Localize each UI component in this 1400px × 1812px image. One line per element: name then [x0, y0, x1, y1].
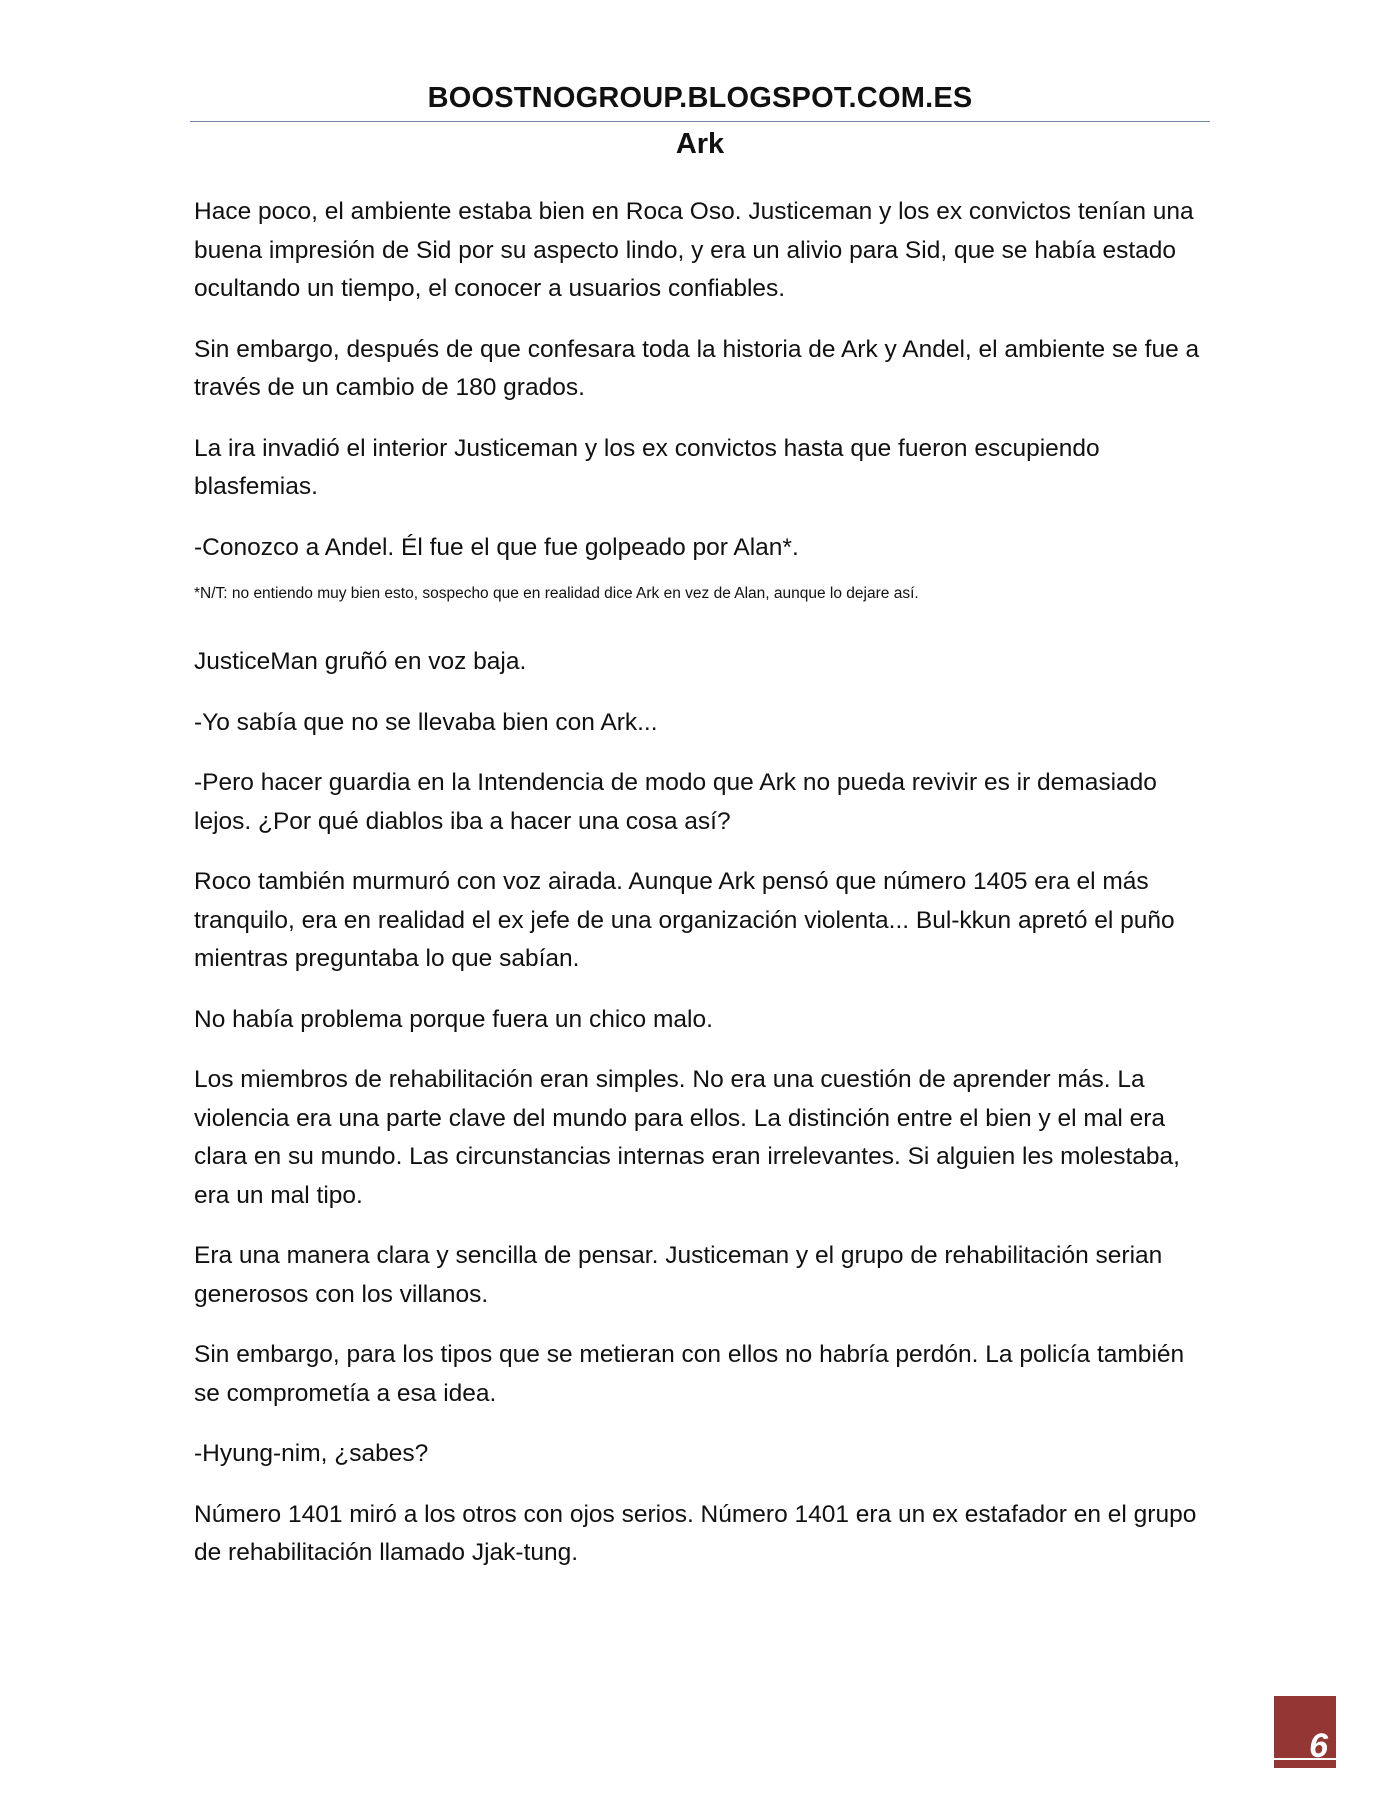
- site-header: BOOSTNOGROUP.BLOGSPOT.COM.ES: [427, 82, 973, 114]
- paragraph: -Hyung-nim, ¿sabes?: [194, 1440, 429, 1467]
- paragraph: Roco también murmuró con voz airada. Aunque Ark pensó que número 1405 era el más tranquilo, era en realidad el ex jefe de una organización violenta... Bul-kkun apretó el puño mientras preguntaba lo que sabían.: [194, 868, 1175, 972]
- paragraph: Número 1401 miró a los otros con ojos serios. Número 1401 era un ex estafador en el grupo de rehabilitación llamado Jjak-tung.: [194, 1500, 1197, 1566]
- paragraph: Sin embargo, después de que confesara toda la historia de Ark y Andel, el ambiente se fue a través de un cambio de 180 grados.: [194, 335, 1200, 401]
- page-number: 6: [1309, 1727, 1328, 1765]
- paragraph: La ira invadió el interior Justiceman y los ex convictos hasta que fueron escupiendo blasfemias.: [194, 434, 1100, 500]
- paragraph: Hace poco, el ambiente estaba bien en Roca Oso. Justiceman y los ex convictos tenían una buena impresión de Sid por su aspecto lindo, y era un alivio para Sid, que se había estado ocultando un tiempo, el conocer a usuarios confiables.: [194, 198, 1194, 302]
- paragraph: Era una manera clara y sencilla de pensar. Justiceman y el grupo de rehabilitación serian generosos con los villanos.: [194, 1242, 1163, 1308]
- header-divider: [190, 121, 1210, 122]
- paragraph: -Pero hacer guardia en la Intendencia de modo que Ark no pueda revivir es ir demasiado lejos. ¿Por qué diablos iba a hacer una cosa así?: [194, 769, 1157, 835]
- chapter-title: Ark: [675, 128, 725, 160]
- paragraph: Sin embargo, para los tipos que se metieran con ellos no habría perdón. La policía también se comprometía a esa idea.: [194, 1341, 1185, 1407]
- translator-note: *N/T: no entiendo muy bien esto, sospecho que en realidad dice Ark en vez de Alan, aunque lo dejare así.: [194, 585, 919, 602]
- paragraph: JusticeMan gruñó en voz baja.: [194, 648, 527, 675]
- paragraph: No había problema porque fuera un chico malo.: [194, 1005, 713, 1033]
- paragraph: -Conozco a Andel. Él fue el que fue golpeado por Alan*.: [194, 533, 799, 561]
- body-text: [194, 193, 1210, 1595]
- paragraph: Los miembros de rehabilitación eran simples. No era una cuestión de aprender más. La violencia era una parte clave del mundo para ellos. La distinción entre el bien y el mal era clara en su mundo. Las circunstancias internas eran irrelevantes. Si alguien les molestaba, era un mal tipo.: [194, 1066, 1180, 1209]
- paragraph: -Yo sabía que no se llevaba bien con Ark...: [194, 708, 658, 736]
- page-number-badge: [1274, 1696, 1336, 1768]
